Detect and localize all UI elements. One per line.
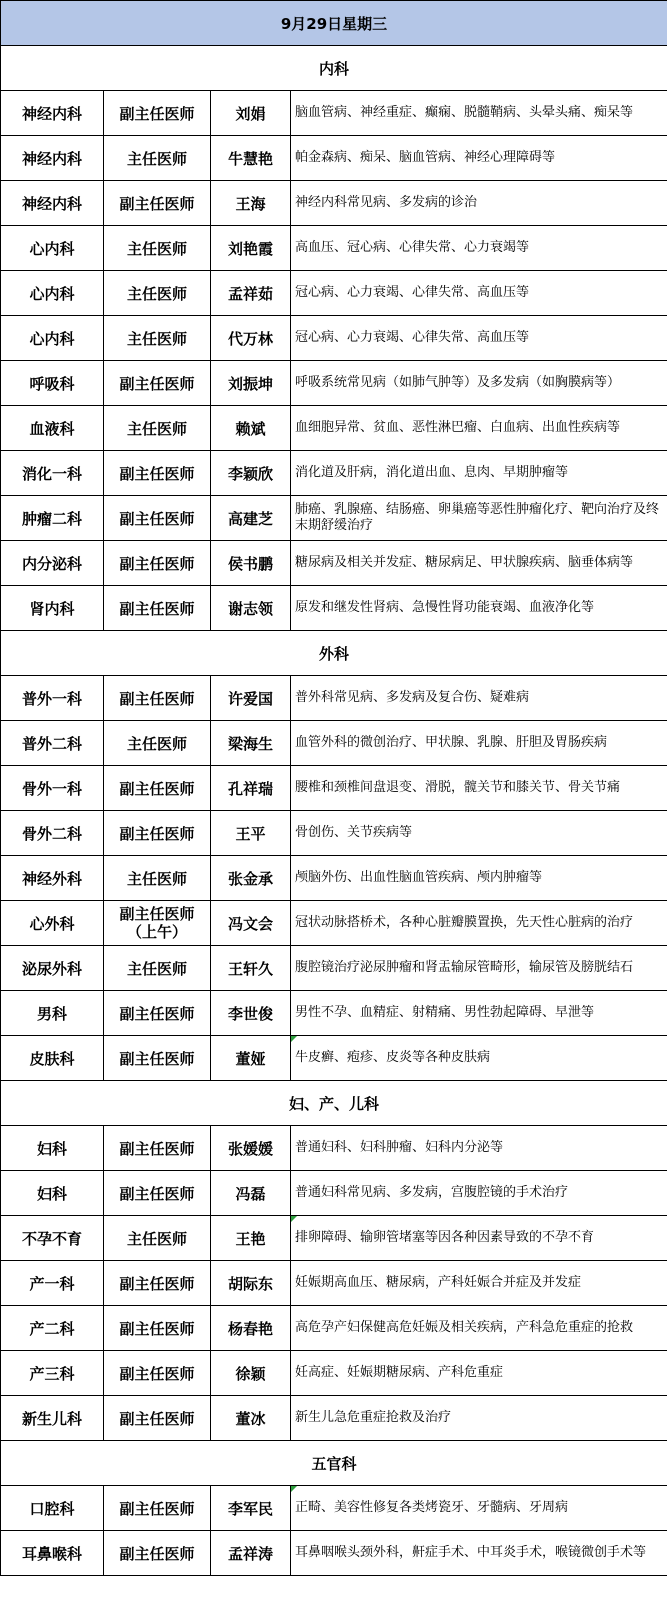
doctor-cell: 王轩久 xyxy=(211,946,291,991)
department-cell: 男科 xyxy=(1,991,104,1036)
department-cell: 肾内科 xyxy=(1,586,104,631)
department-cell: 泌尿外科 xyxy=(1,946,104,991)
specialty-cell: 神经内科常见病、多发病的诊治 xyxy=(291,181,667,226)
department-cell: 产一科 xyxy=(1,1261,104,1306)
department-cell: 妇科 xyxy=(1,1126,104,1171)
title-cell: 主任医师 xyxy=(104,856,211,901)
specialty-cell: 帕金森病、痴呆、脑血管病、神经心理障碍等 xyxy=(291,136,667,181)
title-cell: 副主任医师 xyxy=(104,496,211,541)
department-cell: 神经外科 xyxy=(1,856,104,901)
specialty-cell: 颅脑外伤、出血性脑血管疾病、颅内肿瘤等 xyxy=(291,856,667,901)
table-row xyxy=(1,586,667,631)
title-cell: 主任医师 xyxy=(104,406,211,451)
title-cell: 副主任医师 xyxy=(104,451,211,496)
title-cell: 主任医师 xyxy=(104,271,211,316)
table-row xyxy=(1,541,667,586)
specialty-cell: 正畸、美容性修复各类烤瓷牙、牙髓病、牙周病 xyxy=(291,1486,667,1531)
department-cell: 血液科 xyxy=(1,406,104,451)
title-cell: 副主任医师 xyxy=(104,361,211,406)
section-header: 外科 xyxy=(1,631,667,676)
doctor-cell: 董娅 xyxy=(211,1036,291,1081)
title-cell: 副主任医师 xyxy=(104,811,211,856)
title-cell: 主任医师 xyxy=(104,226,211,271)
title-cell: 副主任医师 xyxy=(104,1396,211,1441)
specialty-cell: 普外科常见病、多发病及复合伤、疑难病 xyxy=(291,676,667,721)
specialty-cell: 原发和继发性肾病、急慢性肾功能衰竭、血液净化等 xyxy=(291,586,667,631)
department-cell: 肿瘤二科 xyxy=(1,496,104,541)
specialty-cell: 骨创伤、关节疾病等 xyxy=(291,811,667,856)
department-cell: 呼吸科 xyxy=(1,361,104,406)
department-cell: 新生儿科 xyxy=(1,1396,104,1441)
doctor-cell: 梁海生 xyxy=(211,721,291,766)
specialty-cell: 血细胞异常、贫血、恶性淋巴瘤、白血病、出血性疾病等 xyxy=(291,406,667,451)
table-row xyxy=(1,1306,667,1351)
specialty-cell: 男性不孕、血精症、射精痛、男性勃起障碍、早泄等 xyxy=(291,991,667,1036)
department-cell: 骨外二科 xyxy=(1,811,104,856)
title-cell: 副主任医师 xyxy=(104,181,211,226)
title-note: （上午） xyxy=(126,923,187,941)
specialty-cell: 冠心病、心力衰竭、心律失常、高血压等 xyxy=(291,271,667,316)
department-cell: 口腔科 xyxy=(1,1486,104,1531)
table-row xyxy=(1,1351,667,1396)
doctor-cell: 冯文会 xyxy=(211,901,291,946)
specialty-cell: 普通妇科常见病、多发病，宫腹腔镜的手术治疗 xyxy=(291,1171,667,1216)
department-cell: 内分泌科 xyxy=(1,541,104,586)
table-row xyxy=(1,271,667,316)
department-cell: 不孕不育 xyxy=(1,1216,104,1261)
department-cell: 心外科 xyxy=(1,901,104,946)
specialty-cell: 脑血管病、神经重症、癫痫、脱髓鞘病、头晕头痛、痴呆等 xyxy=(291,91,667,136)
specialty-cell: 冠心病、心力衰竭、心律失常、高血压等 xyxy=(291,316,667,361)
specialty-cell: 排卵障碍、输卵管堵塞等因各种因素导致的不孕不育 xyxy=(291,1216,667,1261)
title-cell: 主任医师 xyxy=(104,946,211,991)
doctor-cell: 刘艳霞 xyxy=(211,226,291,271)
specialty-cell: 耳鼻咽喉头颈外科，鼾症手术、中耳炎手术，喉镜微创手术等 xyxy=(291,1531,667,1576)
department-cell: 心内科 xyxy=(1,226,104,271)
doctor-cell: 刘振坤 xyxy=(211,361,291,406)
department-cell: 耳鼻喉科 xyxy=(1,1531,104,1576)
doctor-cell: 许爱国 xyxy=(211,676,291,721)
department-cell: 神经内科 xyxy=(1,91,104,136)
doctor-cell: 王海 xyxy=(211,181,291,226)
specialty-cell: 冠状动脉搭桥术，各种心脏瓣膜置换，先天性心脏病的治疗 xyxy=(291,901,667,946)
title-cell xyxy=(104,901,211,946)
table-row xyxy=(1,1486,667,1531)
doctor-cell: 胡际东 xyxy=(211,1261,291,1306)
title-cell: 副主任医师 xyxy=(104,991,211,1036)
department-cell: 普外一科 xyxy=(1,676,104,721)
table-row xyxy=(1,946,667,991)
title-cell: 副主任医师 xyxy=(104,1036,211,1081)
title-cell: 副主任医师 xyxy=(104,676,211,721)
title-cell: 副主任医师 xyxy=(104,1531,211,1576)
doctor-cell: 徐颖 xyxy=(211,1351,291,1396)
table-row xyxy=(1,676,667,721)
title-cell: 副主任医师 xyxy=(104,541,211,586)
title-cell: 副主任医师 xyxy=(104,1126,211,1171)
table-row xyxy=(1,316,667,361)
doctor-cell: 代万林 xyxy=(211,316,291,361)
specialty-cell: 高血压、冠心病、心律失常、心力衰竭等 xyxy=(291,226,667,271)
specialty-cell: 新生儿急危重症抢救及治疗 xyxy=(291,1396,667,1441)
table-row xyxy=(1,901,667,946)
doctor-cell: 侯书鹏 xyxy=(211,541,291,586)
doctor-cell: 赖斌 xyxy=(211,406,291,451)
title-cell: 副主任医师 xyxy=(104,91,211,136)
title-cell: 副主任医师 xyxy=(104,766,211,811)
department-cell: 皮肤科 xyxy=(1,1036,104,1081)
table-row xyxy=(1,766,667,811)
department-cell: 产二科 xyxy=(1,1306,104,1351)
table-row xyxy=(1,1396,667,1441)
specialty-cell: 普通妇科、妇科肿瘤、妇科内分泌等 xyxy=(291,1126,667,1171)
specialty-cell: 肺癌、乳腺癌、结肠癌、卵巢癌等恶性肿瘤化疗、靶向治疗及终末期舒缓治疗 xyxy=(291,496,667,541)
doctor-cell: 董冰 xyxy=(211,1396,291,1441)
table-row xyxy=(1,226,667,271)
doctor-cell: 刘娟 xyxy=(211,91,291,136)
table-row xyxy=(1,811,667,856)
title-text: 副主任医师 xyxy=(119,905,195,923)
title-cell: 主任医师 xyxy=(104,316,211,361)
doctor-cell: 冯磊 xyxy=(211,1171,291,1216)
title-cell: 主任医师 xyxy=(104,721,211,766)
doctor-cell: 李世俊 xyxy=(211,991,291,1036)
table-row xyxy=(1,496,667,541)
doctor-cell: 孟祥茹 xyxy=(211,271,291,316)
table-row xyxy=(1,856,667,901)
table-row xyxy=(1,1261,667,1306)
specialty-cell: 呼吸系统常见病（如肺气肿等）及多发病（如胸膜病等） xyxy=(291,361,667,406)
table-row xyxy=(1,1531,667,1576)
department-cell: 骨外一科 xyxy=(1,766,104,811)
table-row xyxy=(1,1036,667,1081)
doctor-cell: 王平 xyxy=(211,811,291,856)
department-cell: 心内科 xyxy=(1,316,104,361)
doctor-cell: 李颖欣 xyxy=(211,451,291,496)
table-row xyxy=(1,1171,667,1216)
title-cell: 副主任医师 xyxy=(104,1261,211,1306)
doctor-cell: 李军民 xyxy=(211,1486,291,1531)
department-cell: 神经内科 xyxy=(1,181,104,226)
table-row xyxy=(1,406,667,451)
schedule-title: 9月29日星期三 xyxy=(1,1,667,46)
title-cell: 副主任医师 xyxy=(104,586,211,631)
table-row xyxy=(1,1126,667,1171)
specialty-cell: 血管外科的微创治疗、甲状腺、乳腺、肝胆及胃肠疾病 xyxy=(291,721,667,766)
doctor-cell: 张金承 xyxy=(211,856,291,901)
specialty-cell: 妊娠期高血压、糖尿病，产科妊娠合并症及并发症 xyxy=(291,1261,667,1306)
table-row xyxy=(1,136,667,181)
specialty-cell: 妊高症、妊娠期糖尿病、产科危重症 xyxy=(291,1351,667,1396)
table-row xyxy=(1,991,667,1036)
title-cell: 副主任医师 xyxy=(104,1306,211,1351)
department-cell: 妇科 xyxy=(1,1171,104,1216)
table-row xyxy=(1,721,667,766)
doctor-cell: 高建芝 xyxy=(211,496,291,541)
table-row xyxy=(1,181,667,226)
doctor-cell: 牛慧艳 xyxy=(211,136,291,181)
specialty-cell: 高危孕产妇保健高危妊娠及相关疾病，产科急危重症的抢救 xyxy=(291,1306,667,1351)
doctor-cell: 孔祥瑞 xyxy=(211,766,291,811)
department-cell: 心内科 xyxy=(1,271,104,316)
department-cell: 神经内科 xyxy=(1,136,104,181)
table-row xyxy=(1,451,667,496)
doctor-cell: 王艳 xyxy=(211,1216,291,1261)
title-cell: 副主任医师 xyxy=(104,1351,211,1396)
table-row xyxy=(1,1216,667,1261)
doctor-cell: 谢志领 xyxy=(211,586,291,631)
doctor-cell: 张媛媛 xyxy=(211,1126,291,1171)
title-cell: 主任医师 xyxy=(104,1216,211,1261)
specialty-cell: 腹腔镜治疗泌尿肿瘤和肾盂输尿管畸形，输尿管及膀胱结石 xyxy=(291,946,667,991)
title-cell: 主任医师 xyxy=(104,136,211,181)
section-header: 妇、产、儿科 xyxy=(1,1081,667,1126)
table-row xyxy=(1,361,667,406)
department-cell: 产三科 xyxy=(1,1351,104,1396)
table-row xyxy=(1,91,667,136)
specialty-cell: 消化道及肝病，消化道出血、息肉、早期肿瘤等 xyxy=(291,451,667,496)
specialty-cell: 牛皮癣、疱疹、皮炎等各种皮肤病 xyxy=(291,1036,667,1081)
section-header: 内科 xyxy=(1,46,667,91)
title-cell: 副主任医师 xyxy=(104,1486,211,1531)
department-cell: 普外二科 xyxy=(1,721,104,766)
specialty-cell: 糖尿病及相关并发症、糖尿病足、甲状腺疾病、脑垂体病等 xyxy=(291,541,667,586)
doctor-cell: 孟祥涛 xyxy=(211,1531,291,1576)
title-cell: 副主任医师 xyxy=(104,1171,211,1216)
doctor-cell: 杨春艳 xyxy=(211,1306,291,1351)
department-cell: 消化一科 xyxy=(1,451,104,496)
section-header: 五官科 xyxy=(1,1441,667,1486)
specialty-cell: 腰椎和颈椎间盘退变、滑脱，髋关节和膝关节、骨关节痛 xyxy=(291,766,667,811)
